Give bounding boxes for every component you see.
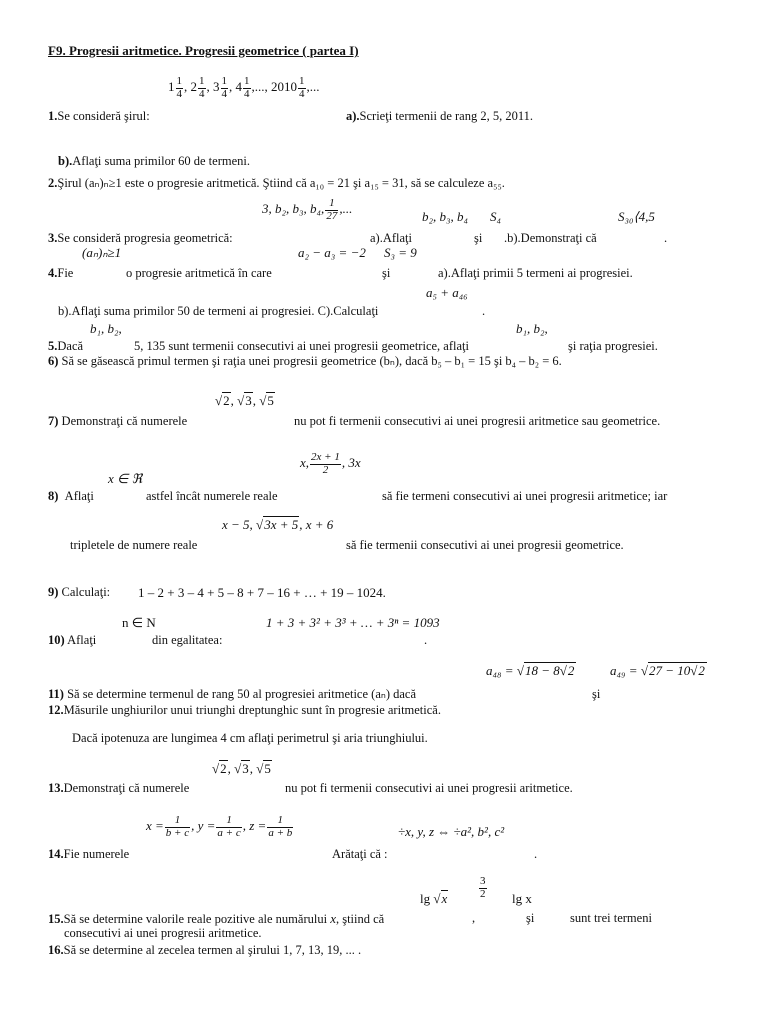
- p8-text-1: astfel încât numerele reale: [146, 489, 278, 503]
- p1-line: 1.Se consideră şirul:: [48, 109, 150, 123]
- p7-text: nu pot fi termenii consecutivi ai unei progresii aritmetice sau geometrice.: [294, 414, 661, 428]
- p10-set: n ∈ N: [122, 615, 156, 630]
- p5-terms-b: b₁, b₂,: [516, 321, 548, 336]
- p10-equation: 1 + 3 + 3² + 3³ + … + 3ⁿ = 1093: [266, 615, 440, 630]
- p14-dot: .: [534, 847, 538, 861]
- p1-part-b: b).Aflaţi suma primilor 60 de termeni.: [58, 154, 250, 168]
- p8-text-3: tripletele de numere reale: [70, 538, 198, 552]
- p15-fraction: $\frac{3}{2}$: [480, 875, 486, 900]
- p11-line: 11) Să se determine termenul de rang 50 al progresiei aritmetice (aₙ) dacă: [48, 687, 417, 701]
- p9-expression: 1 – 2 + 3 – 4 + 5 – 8 + 7 – 16 + … + 19 – 1024.: [138, 585, 386, 600]
- p14-relation: ÷x, y, z ⇔ ÷a², b², c²: [398, 824, 505, 839]
- p12-text-2: Dacă ipotenuza are lungimea 4 cm aflaţi perimetrul şi aria triunghiului.: [72, 731, 428, 745]
- p15-lg-sqrt: lg √x: [420, 891, 448, 906]
- p8-triplet: x − 5, √3x + 5, x + 6: [222, 517, 334, 532]
- p4-line: 4.Fie: [48, 266, 74, 280]
- p4-text: o progresie aritmetică în care: [126, 266, 272, 280]
- p6-line: 6) Să se găsească primul termen şi raţia unei progresii geometrice (bₙ), dacă b₅ – b₁ = 15 şi b₄ – b₂ = 6.: [48, 354, 562, 368]
- p5-text-tail: şi raţia progresiei.: [568, 339, 658, 353]
- p8-expression: x, $\frac{2x + 1}{2}$ , 3x: [300, 451, 361, 476]
- p4-expression: a₅ + a₄₆: [426, 285, 468, 300]
- p13-text: nu pot fi termenii consecutivi ai unei progresii aritmetice.: [285, 781, 573, 795]
- p8-set: x ∈ ℜ: [108, 471, 143, 486]
- p8-text-4: să fie termenii consecutivi ai unei progresii geometrice.: [346, 538, 624, 552]
- p3-line: 3.Se consideră progresia geometrică:: [48, 231, 233, 245]
- p15-si: şi: [526, 911, 535, 925]
- p4-sequence: (aₙ)ₙ≥1: [82, 245, 122, 260]
- p10-dot: .: [424, 633, 428, 647]
- p11-a48: a₄₈ = √18 − 8√2: [486, 663, 575, 678]
- p4-part-a: a).Aflaţi primii 5 termeni ai progresiei.: [438, 266, 633, 280]
- p11-si: şi: [592, 687, 601, 701]
- p4-si: şi: [382, 266, 391, 280]
- p13-roots: √2, √3, √5: [212, 761, 271, 776]
- p5-terms-a: b₁, b₂,: [90, 321, 122, 336]
- p3-si: şi: [474, 231, 483, 245]
- p14-line: 14.Fie numerele: [48, 847, 130, 861]
- p15-line: 15.Să se determine valorile reale pozitive ale numărului x, ştiind că: [48, 911, 385, 926]
- p15-lg-x: lg x: [512, 891, 532, 906]
- p1-sequence-formula: 1 $\frac{1}{4}$ , 2 $\frac{1}{4}$ , 3 $\frac{1}{4}$ , 4 $\frac{1}{4}$ ,..., 2010 $\frac{1}{4}$ ,...: [168, 75, 320, 100]
- p4-dot: .: [482, 304, 486, 318]
- p2-line: 2.Şirul (aₙ)ₙ≥1 este o progresie aritmetică. Ştiind că a₁₀ = 21 şi a₁₅ = 31, să se calculeze a₅₅.: [48, 176, 505, 190]
- p8-line: 8) Aflaţi: [48, 489, 94, 503]
- p10-text: din egalitatea:: [152, 633, 223, 647]
- p14-definitions: x = $\frac{1}{b + c}$ , y = $\frac{1}{a + c}$ , z = $\frac{1}{a + b}$: [146, 814, 293, 839]
- p4-condition-1: a₂ − a₃ = −2: [298, 245, 366, 260]
- p5-text: 5, 135 sunt termenii consecutivi ai unei progresii geometrice, aflaţi: [134, 339, 469, 353]
- p7-line: 7) Demonstraţi că numerele: [48, 414, 188, 428]
- p4-part-b: b).Aflaţi suma primilor 50 de termeni ai progresiei. C).Calculaţi: [58, 304, 379, 318]
- p3-part-a: a).Aflaţi: [370, 231, 412, 245]
- p7-roots: √2, √3, √5: [215, 393, 274, 408]
- p5-line: 5.Dacă: [48, 339, 84, 353]
- p11-a49: a₄₉ = √27 − 10√2: [610, 663, 705, 678]
- p15-comma: ,: [472, 911, 476, 925]
- p3-dot: .: [664, 231, 668, 245]
- p3-sequence-formula: 3, b₂, b₃, b₄, $\frac{1}{27}$ ,...: [262, 197, 353, 222]
- p8-text-2: să fie termeni consecutivi ai unei progresii aritmetice; iar: [382, 489, 668, 503]
- p3-find-terms: b₂, b₃, b₄: [422, 209, 469, 224]
- p15-text-tail: sunt trei termeni: [570, 911, 652, 925]
- p14-text: Arătaţi că :: [332, 847, 388, 861]
- p15-text-2: consecutivi ai unei progresii aritmetice.: [64, 926, 262, 940]
- p3-part-b: .b).Demonstraţi că: [504, 231, 597, 245]
- p3-s4: S₄: [490, 209, 502, 224]
- p1-part-a: a).Scrieţi termenii de rang 2, 5, 2011.: [346, 109, 533, 123]
- p10-line: 10) Aflaţi: [48, 633, 97, 647]
- p9-line: 9) Calculaţi:: [48, 585, 111, 599]
- page-title: F9. Progresii aritmetice. Progresii geometrice ( partea I): [48, 43, 359, 58]
- p4-condition-2: S₃ = 9: [384, 245, 417, 260]
- p12-line: 12.Măsurile unghiurilor unui triunghi dreptunghic sunt în progresie aritmetică.: [48, 703, 441, 717]
- p16-line: 16.Să se determine al zecelea termen al şirului 1, 7, 13, 19, ... .: [48, 943, 362, 957]
- p3-s30: S₃₀⟨4,5: [618, 209, 655, 224]
- p13-line: 13.Demonstraţi că numerele: [48, 781, 190, 795]
